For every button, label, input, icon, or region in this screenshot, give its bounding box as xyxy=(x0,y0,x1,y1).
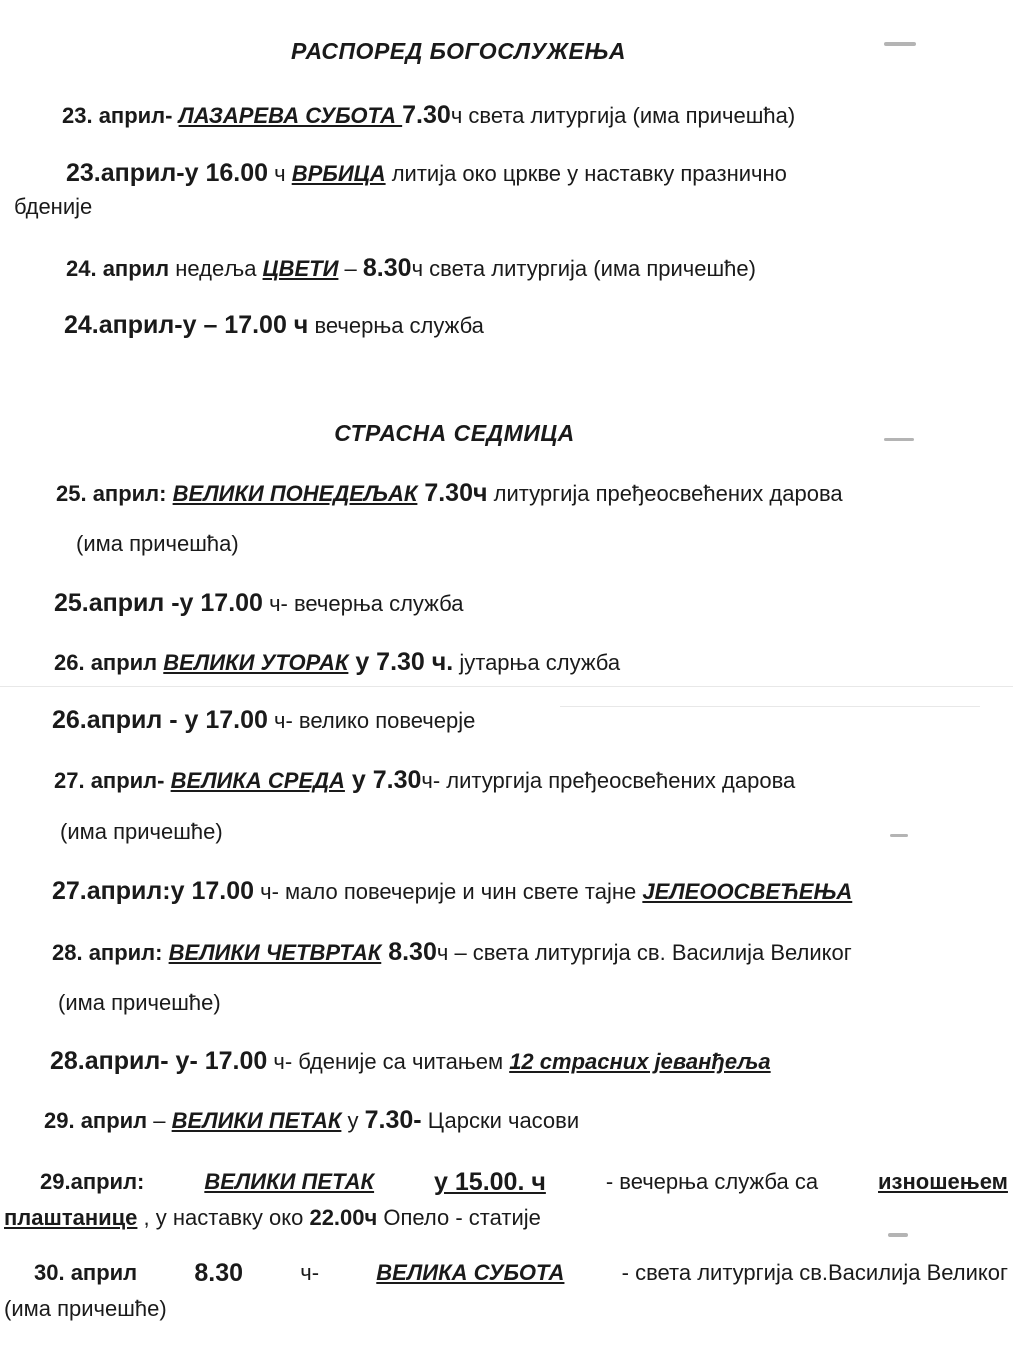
scan-streak xyxy=(0,686,1013,687)
scan-speck xyxy=(884,42,916,46)
scan-streak xyxy=(560,706,980,707)
schedule-line-23-april-1: 23. април- ЛАЗАРЕВА СУБОТА 7.30ч света литургија (има причешћа) xyxy=(62,101,796,129)
schedule-line-23-april-2-cont: бденије xyxy=(14,194,93,219)
schedule-line-29-april-1: 29. април – ВЕЛИКИ ПЕТАК у 7.30- Царски часови xyxy=(44,1106,580,1134)
schedule-line-30-april: 30. април 8.30 ч- ВЕЛИКА СУБОТА - света литургија св.Василија Великог xyxy=(34,1259,1008,1287)
scan-speck xyxy=(888,1233,908,1237)
schedule-line-23-april-2: 23.април-у 16.00 ч ВРБИЦА литија око цркве у наставку празнично xyxy=(66,159,787,187)
schedule-line-27-april-2: 27.април:у 17.00 ч- мало повечерије и чин свете тајне ЈЕЛЕООСВЕЋЕЊА xyxy=(52,877,853,905)
scan-speck xyxy=(884,438,914,441)
schedule-line-29-april-2-cont: плаштанице , у наставку око 22.00ч Опело - статије xyxy=(4,1205,541,1230)
schedule-line-29-april-2: 29.април: ВЕЛИКИ ПЕТАК у 15.00. ч - вечерња служба са изношењем xyxy=(40,1168,1008,1196)
section-title: СТРАСНА СЕДМИЦА xyxy=(334,420,575,446)
schedule-line-26-april-2: 26.април - у 17.00 ч- велико повечерје xyxy=(52,706,476,734)
schedule-line-28-april-1: 28. април: ВЕЛИКИ ЧЕТВРТАК 8.30ч – света литургија св. Василија Великог xyxy=(52,938,852,966)
schedule-line-28-april-1-cont: (има причешће) xyxy=(58,990,221,1015)
schedule-line-25-april-1: 25. април: ВЕЛИКИ ПОНЕДЕЉАК 7.30ч литургија пређеосвећених дарова xyxy=(56,479,843,507)
schedule-line-28-april-2: 28.април- у- 17.00 ч- бденије са читањем 12 страсних јеванђеља xyxy=(50,1047,771,1075)
schedule-line-26-april-1: 26. април ВЕЛИКИ УТОРАК у 7.30 ч. јутарња служба xyxy=(54,648,621,676)
document-title: РАСПОРЕД БОГОСЛУЖЕЊА xyxy=(291,38,626,64)
scan-speck xyxy=(890,834,908,837)
schedule-line-25-april-2: 25.април -у 17.00 ч- вечерња служба xyxy=(54,589,464,617)
schedule-line-24-april-2: 24.април-у – 17.00 ч вечерња служба xyxy=(64,311,484,339)
schedule-line-27-april-1-cont: (има причешће) xyxy=(60,819,223,844)
schedule-line-25-april-1-cont: (има причешћа) xyxy=(76,531,239,556)
schedule-line-24-april-1: 24. април недеља ЦВЕТИ – 8.30ч света литургија (има причешће) xyxy=(66,254,756,282)
schedule-line-30-april-cont: (има причешће) xyxy=(4,1296,167,1321)
schedule-line-27-april-1: 27. април- ВЕЛИКА СРЕДА у 7.30ч- литургија пређеосвећених дарова xyxy=(54,766,796,794)
